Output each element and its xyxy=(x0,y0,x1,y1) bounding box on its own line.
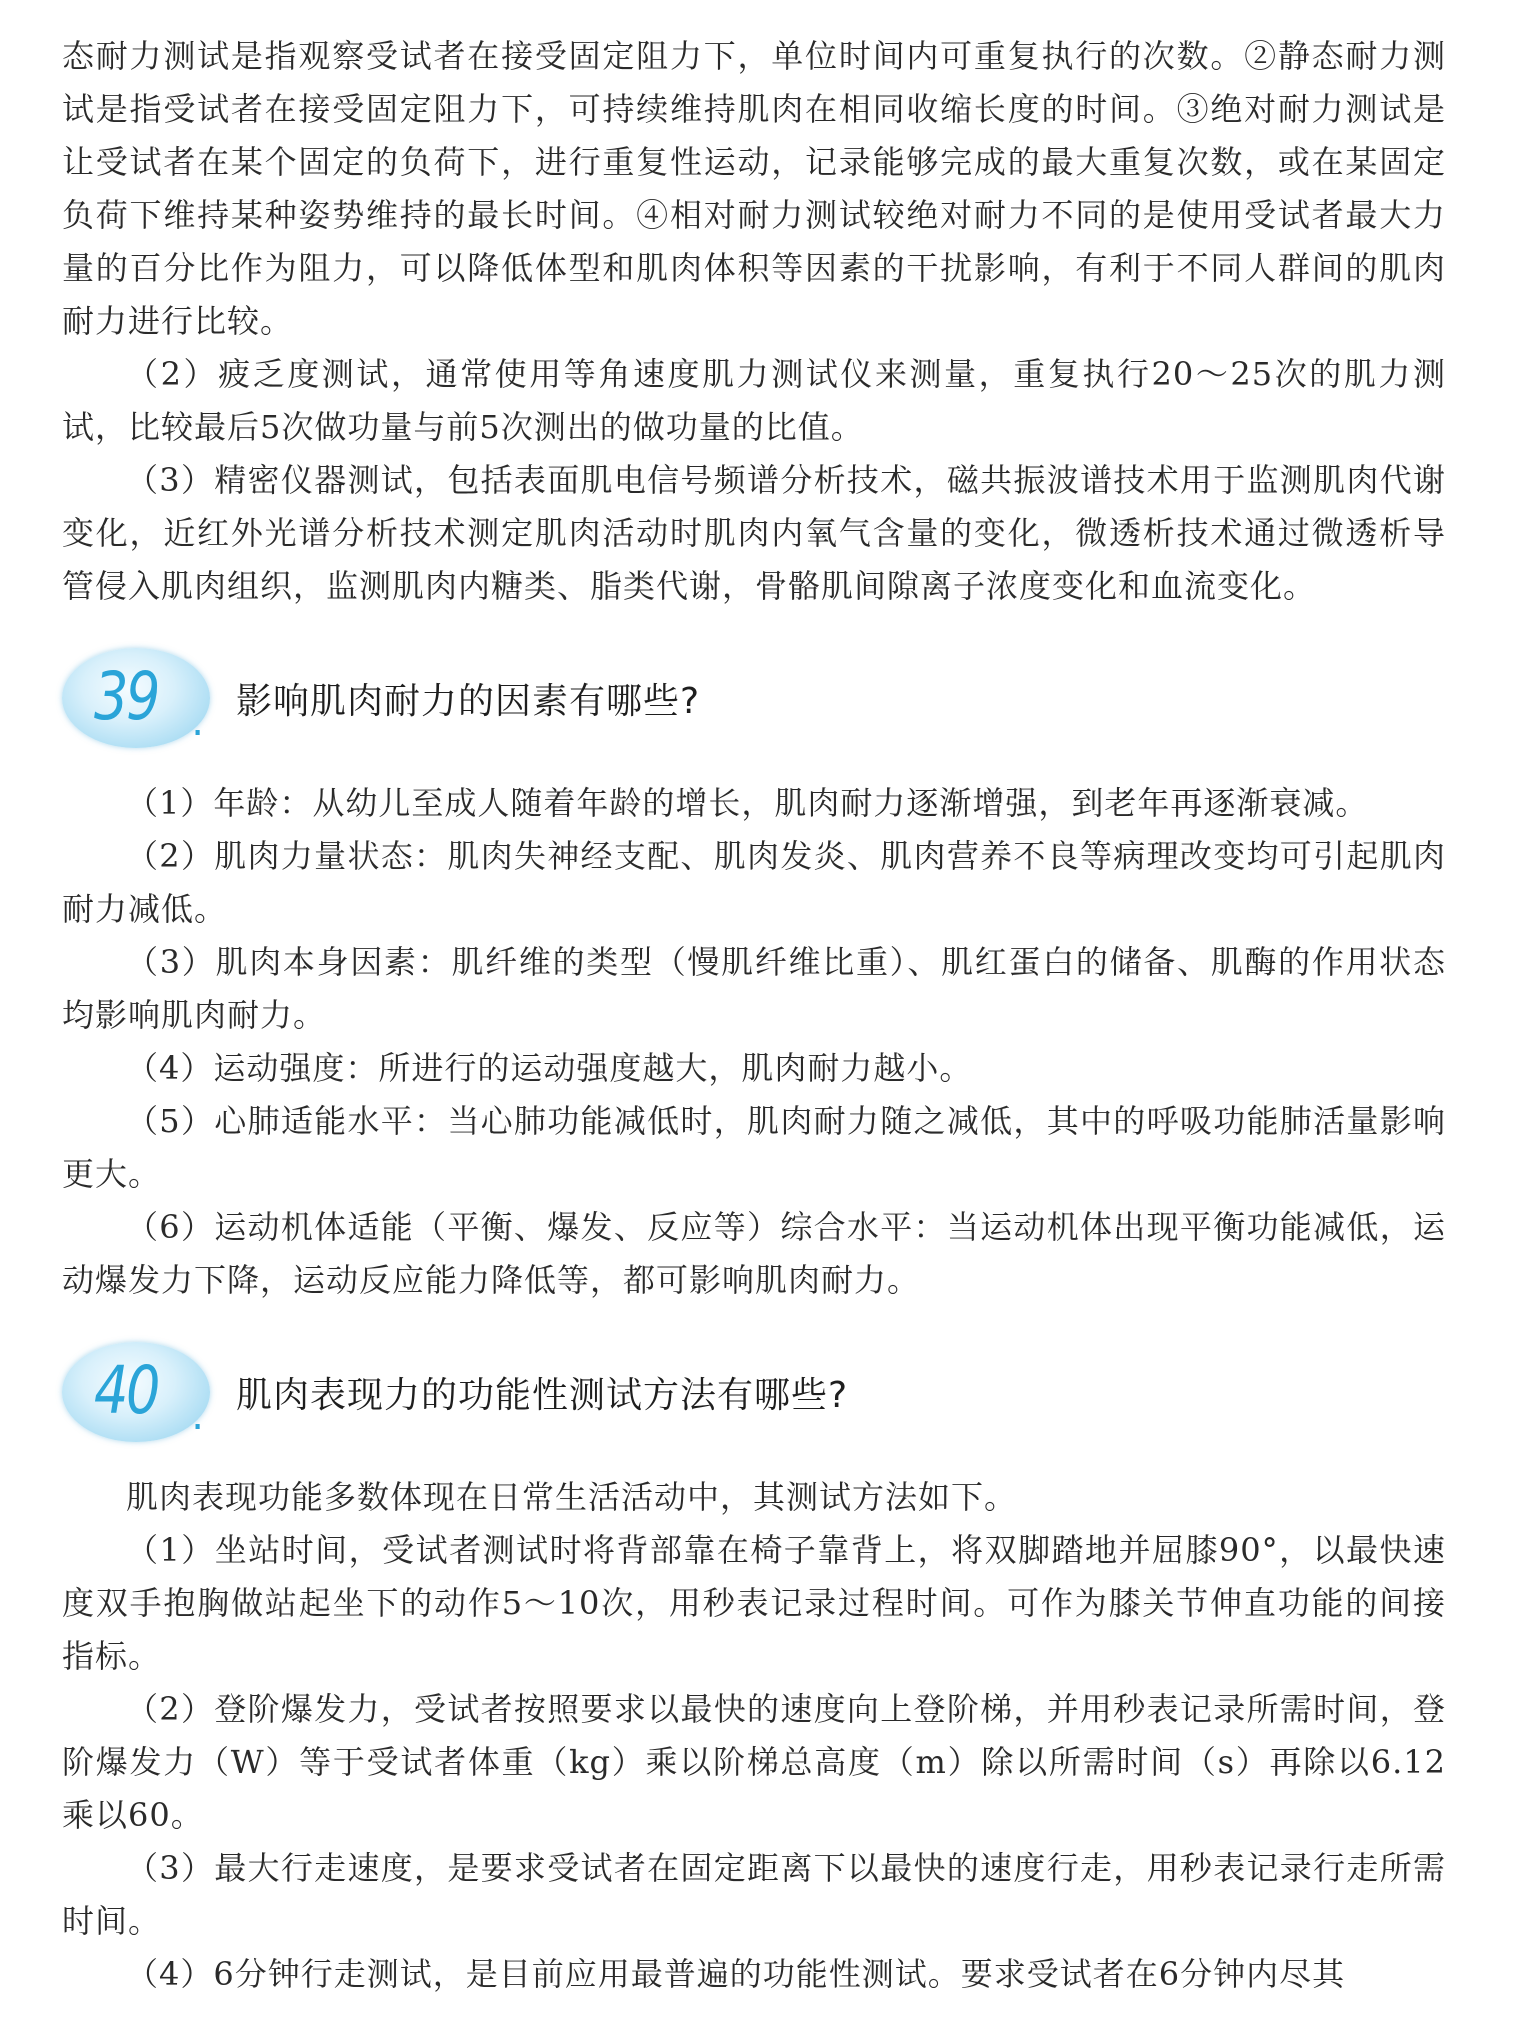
question-number-badge xyxy=(62,648,210,748)
q39-paragraph-2: （2）肌肉力量状态：肌肉失神经支配、肌肉发炎、肌肉营养不良等病理改变均可引起肌肉耐力减低。 xyxy=(62,837,1446,928)
intro-paragraph-1: 态耐力测试是指观察受试者在接受固定阻力下，单位时间内可重复执行的次数。②静态耐力测试是指受试者在接受固定阻力下，可持续维持肌肉在相同收缩长度的时间。③绝对耐力测试是让受试者在某个固定的负荷下，进行重复性运动，记录能够完成的最大重复次数，或在某固定负荷下维持某种姿势维持的最长时间。④相对耐力测试较绝对耐力不同的是使用受试者最大力量的百分比作为阻力，可以降低体型和肌肉体积等因素的干扰影响，有利于不同人群间的肌肉耐力进行比较。 xyxy=(62,37,1446,340)
number-dot: . xyxy=(191,699,204,745)
q40-paragraph-4: （3）最大行走速度，是要求受试者在固定距离下以最快的速度行走，用秒表记录行走所需时间。 xyxy=(62,1849,1446,1940)
question-number: 40 xyxy=(94,1352,158,1429)
question-number-badge xyxy=(62,1342,210,1442)
intro-paragraph-2: （2）疲乏度测试，通常使用等角速度肌力测试仪来测量，重复执行20～25次的肌力测试，比较最后5次做功量与前5次测出的做功量的比值。 xyxy=(62,355,1446,446)
question-39-heading xyxy=(62,629,1446,767)
question-40-heading xyxy=(62,1323,1446,1461)
q39-paragraph-6: （6）运动机体适能（平衡、爆发、反应等）综合水平：当运动机体出现平衡功能减低，运动爆发力下降，运动反应能力降低等，都可影响肌肉耐力。 xyxy=(62,1208,1446,1299)
number-dot: . xyxy=(191,1393,204,1439)
q39-paragraph-4: （4）运动强度：所进行的运动强度越大，肌肉耐力越小。 xyxy=(126,1049,973,1087)
question-number: 39 xyxy=(94,658,158,735)
q39-paragraph-5: （5）心肺适能水平：当心肺功能减低时，肌肉耐力随之减低，其中的呼吸功能肺活量影响更大。 xyxy=(62,1102,1446,1193)
q40-paragraph-2: （1）坐站时间，受试者测试时将背部靠在椅子靠背上，将双脚踏地并屈膝90°，以最快速度双手抱胸做站起坐下的动作5～10次，用秒表记录过程时间。可作为膝关节伸直功能的间接指标。 xyxy=(62,1531,1446,1675)
intro-paragraph-3: （3）精密仪器测试，包括表面肌电信号频谱分析技术，磁共振波谱技术用于监测肌肉代谢变化，近红外光谱分析技术测定肌肉活动时肌肉内氧气含量的变化，微透析技术通过微透析导管侵入肌肉组织，监测肌肉内糖类、脂类代谢，骨骼肌间隙离子浓度变化和血流变化。 xyxy=(62,461,1446,605)
question-title: 肌肉表现力的功能性测试方法有哪些? xyxy=(236,1374,849,1416)
q39-paragraph-1: （1）年龄：从幼儿至成人随着年龄的增长，肌肉耐力逐渐增强，到老年再逐渐衰减。 xyxy=(126,784,1369,822)
q39-paragraph-3: （3）肌肉本身因素：肌纤维的类型（慢肌纤维比重）、肌红蛋白的储备、肌酶的作用状态均影响肌肉耐力。 xyxy=(62,943,1446,1034)
question-title: 影响肌肉耐力的因素有哪些? xyxy=(236,680,701,722)
q40-paragraph-1: 肌肉表现功能多数体现在日常生活活动中，其测试方法如下。 xyxy=(126,1478,1018,1516)
q40-paragraph-3: （2）登阶爆发力，受试者按照要求以最快的速度向上登阶梯，并用秒表记录所需时间，登阶爆发力（W）等于受试者体重（kg）乘以阶梯总高度（m）除以所需时间（s）再除以6.12乘以60。 xyxy=(62,1690,1446,1834)
q40-paragraph-5: （4）6分钟行走测试，是目前应用最普遍的功能性测试。要求受试者在6分钟内尽其 xyxy=(126,1955,1346,1993)
